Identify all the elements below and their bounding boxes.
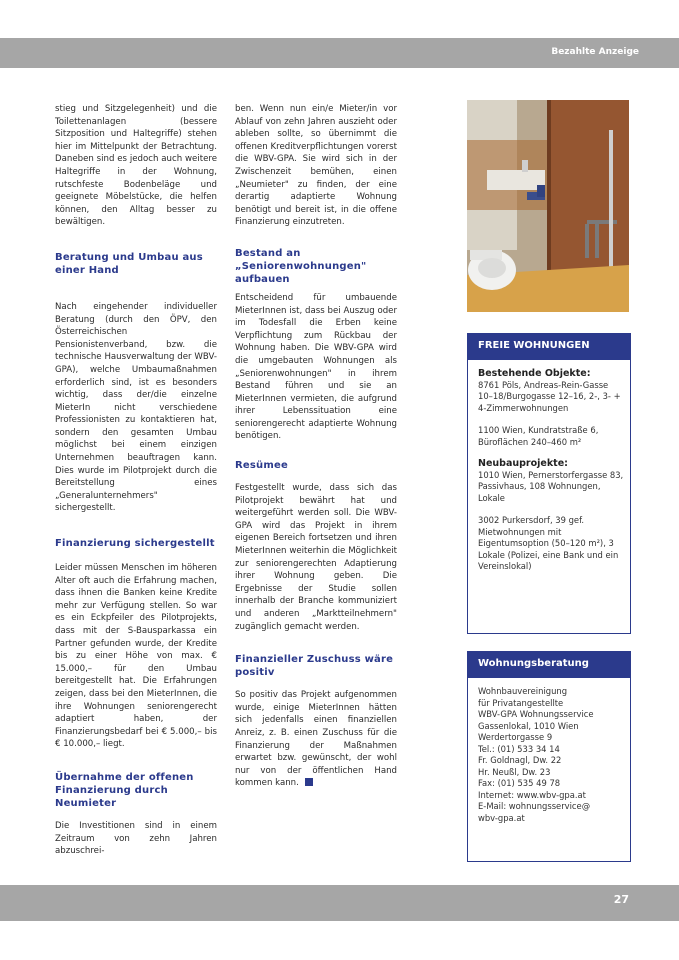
- col1-paragraph-3: Die Investitionen sind in einem Zeitraum von zehn Jahren abzuschrei-: [55, 820, 217, 857]
- advice-line: Gassenlokal, 1010 Wien: [478, 720, 579, 731]
- page-number: 27: [613, 893, 629, 906]
- advice-phone: Tel.: (01) 533 34 14: [478, 743, 560, 754]
- col2-intro: ben. Wenn nun ein/e Mieter/in vor Ablauf von zehn Jahren auszieht oder ableben sollte, so übernimmt die offenen Kreditverpflichtungen vorerst die WBV-GPA. Sie wird sich in der Zwischenzeit bemühen, einen „Neumieter" zu finden, der eine derartig adaptierte Wohnung benötigt und bereit ist, in die offene Finanzierung einzutreten.: [235, 104, 397, 228]
- existing-objects-heading: Bestehende Objekte:: [478, 368, 591, 379]
- new-project-2: 3002 Purkersdorf, 39 gef. Mietwohnungen mit Eigentumsoption (50–120 m²), 3 Lokale (Polizei, eine Bank und ein Vereinslokal): [478, 515, 619, 571]
- advice-line: Hr. Neußl, Dw. 23: [478, 766, 551, 777]
- advice-fax: Fax: (01) 535 49 78: [478, 778, 561, 788]
- article-end-mark: [305, 778, 313, 786]
- advice-line: für Privatangestellte: [478, 697, 564, 708]
- col2-paragraph-2: Festgestellt wurde, dass sich das Pilotprojekt bewährt hat und weitergeführt werden soll. Die WBV-GPA wird das Projekt in ihrem eigenen Bereich fortsetzen und ihren MieterInnen weiterhin die Möglichkeit zur seniorengerechten Adaptierung ihrer Wohnung geben. Die Ergebnisse der Studie sollen innerhalb der Branche kommuniziert und anderen „Marktteilnehmern" zugänglich gemacht werden.: [235, 483, 397, 632]
- bathroom-photo: [467, 100, 629, 312]
- new-projects-heading: Neubauprojekte:: [478, 458, 568, 469]
- header-bar: [0, 38, 679, 68]
- text-column-1: [55, 103, 217, 858]
- col2-heading-2: Resümee: [235, 460, 288, 472]
- col1-heading-3: Übernahme der offenen Finanzierung durch Neumieter: [55, 771, 194, 809]
- housing-advice-box: [467, 651, 631, 862]
- housing-advice-body: [468, 678, 630, 830]
- advice-line: Fr. Goldnagl, Dw. 22: [478, 755, 562, 765]
- col2-heading-1: Bestand an „Seniorenwohnungen" aufbauen: [235, 247, 367, 285]
- advice-line: WBV-GPA Wohnungsservice: [478, 709, 594, 719]
- col1-paragraph-1: Nach eingehender individueller Beratung (durch den ÖPV, den Österreichischen Pensionistenverband, bzw. die technische Hausverwaltung der WBV-GPA), welche Umbaumaßnahmen erforderlich sind, ist es besonders wichtig, dass der/die einzelne MieterIn nicht verschiedene Professionisten zu kontaktieren hat, sondern den gesamten Umbau möglichst bei einem einzigen Unternehmen beauftragen kann. Dies wurde im Pilotprojekt durch die Bereitstellung eines „Generalunternehmers" sichergestellt.: [55, 301, 217, 514]
- col2-paragraph-3-text: So positiv das Projekt aufgenommen wurde, einige MieterInnen hätten sich jedenfalls einen finanziellen Anreiz, z. B. einen Zuschuss für die Finanzierung der Maßnahmen erwartet bzw. gewünscht, der wohl nur von der öffentlichen Hand kommen kann.: [235, 690, 397, 789]
- col1-heading-1: Beratung und Umbau aus einer Hand: [55, 251, 203, 276]
- advice-email-link-cont[interactable]: wbv-gpa.at: [478, 812, 525, 823]
- col1-heading-2: Finanzierung sichergestellt: [55, 538, 215, 550]
- advice-email-link[interactable]: E-Mail: wohnungsservice@: [478, 801, 591, 811]
- free-apartments-body: [468, 360, 630, 579]
- advice-line: Werdertorgasse 9: [478, 732, 553, 742]
- advice-website-link[interactable]: Internet: www.wbv-gpa.at: [478, 789, 586, 800]
- text-column-2: [235, 103, 397, 790]
- footer-bar: [0, 885, 679, 921]
- paid-ad-label: Bezahlte Anzeige: [551, 47, 639, 57]
- col2-paragraph-1: Entscheidend für umbauende MieterInnen ist, dass bei Auszug oder im Todesfall die Erben keine Verpflichtung zum Rückbau der Wohnung haben. Die WBV-GPA wird die umgebauten Wohnungen als „Seniorenwohnungen" in ihrem Bestand führen und sie an MieterInnen vermieten, die aufgrund ihrer Lebenssituation eine seniorengerecht adaptierte Wohnung benötigen.: [235, 292, 397, 442]
- bathroom-illustration: [467, 100, 629, 312]
- col1-paragraph-2: Leider müssen Menschen im höheren Alter oft auch die Erfahrung machen, dass ihnen die Banken keine Kredite mehr zur Verfügung stellen. So war es ein Eckpfeiler des Pilotprojekts, dass mit der S-Bausparkassa ein Partner gefunden wurde, der Kredite bis zu einer Höhe von max. € 15.000,– für den Umbau bereitgestellt hat. Die Erfahrungen zeigen, dass bei den MieterInnen, die ihre Wohnungen seniorengerecht adaptiert haben, der Finanzierungsbedarf bei € 5.000,– bis € 10.000,– liegt.: [55, 563, 217, 750]
- free-apartments-box: [467, 333, 631, 634]
- col2-paragraph-3: [235, 689, 397, 790]
- new-project-1: 1010 Wien, Pernerstorfergasse 83, Passivhaus, 108 Wohnungen, Lokale: [478, 469, 624, 503]
- existing-object-1: 8761 Pöls, Andreas-Rein-Gasse 10–18/Burgogasse 12–16, 2-, 3- + 4-Zimmerwohnungen: [478, 379, 621, 413]
- col1-intro: stieg und Sitzgelegenheit) und die Toilettenanlagen (bessere Sitzposition und Haltegriffe) stehen hier im Mittelpunkt der Betrachtung. Daneben sind es jedoch auch weitere Haltegriffe in der Wohnung, rutschfeste Bodenbeläge und geeignete Möbelstücke, die helfen können, den Alltag besser zu bewältigen.: [55, 104, 217, 228]
- free-apartments-title: FREIE WOHNUNGEN: [468, 334, 630, 360]
- col2-heading-3: Finanzieller Zuschuss wäre positiv: [235, 654, 394, 679]
- existing-object-2: 1100 Wien, Kundratstraße 6, Büroflächen 240–460 m²: [478, 425, 599, 447]
- housing-advice-title: Wohnungsberatung: [468, 652, 630, 678]
- advice-line: Wohnbauvereinigung: [478, 686, 568, 696]
